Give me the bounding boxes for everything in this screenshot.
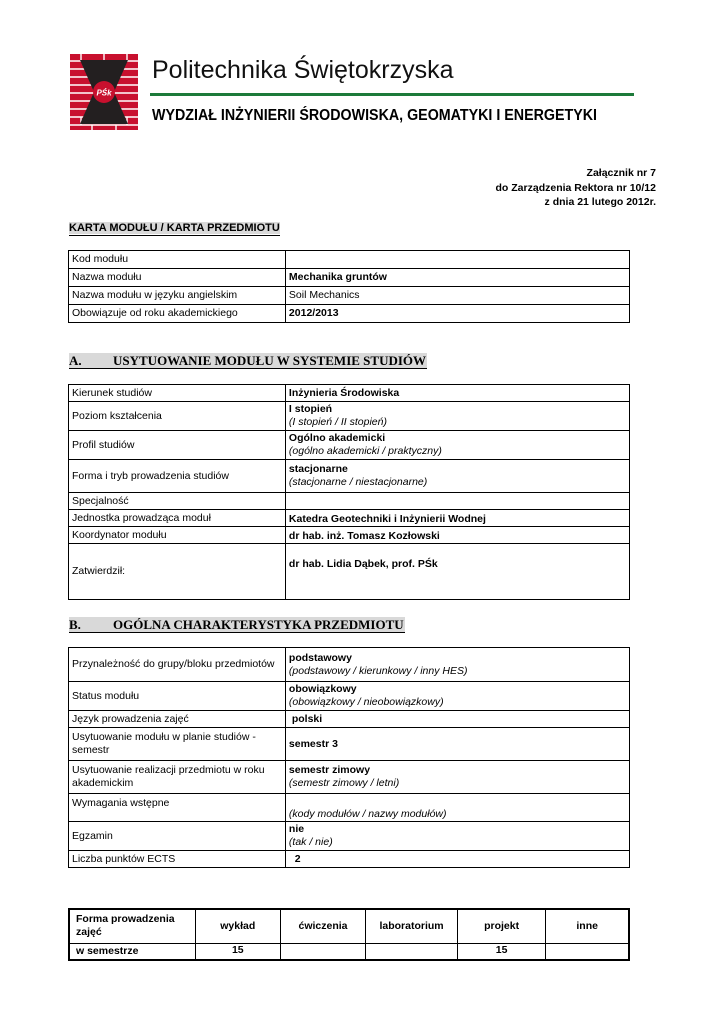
table-row bbox=[69, 527, 630, 544]
header-cell: ćwiczenia bbox=[280, 909, 366, 943]
row-hint: (obowiązkowy / nieobowiązkowy) bbox=[288, 696, 444, 708]
table-row bbox=[69, 269, 630, 287]
row-label: Język prowadzenia zajęć bbox=[69, 711, 286, 728]
row-value: nie bbox=[288, 823, 305, 835]
header-rule bbox=[150, 93, 634, 96]
row-value: semestr zimowy bbox=[288, 764, 371, 776]
row-hint: (podstawowy / kierunkowy / inny HES) bbox=[288, 664, 468, 677]
row-hint: (stacjonarne / niestacjonarne) bbox=[288, 476, 428, 488]
row-hint: (kody modułów / nazwy modułów) bbox=[285, 794, 629, 822]
table-row bbox=[69, 728, 630, 761]
row-value: polski bbox=[285, 711, 629, 728]
row-label: Koordynator modułu bbox=[69, 527, 286, 544]
section-b-table bbox=[68, 647, 630, 868]
row-label: Kierunek studiów bbox=[69, 385, 286, 402]
row-value: dr hab. Lidia Dąbek, prof. PŚk bbox=[285, 544, 629, 600]
row-label: Profil studiów bbox=[69, 431, 286, 460]
table-row bbox=[69, 943, 629, 960]
row-value: 2 bbox=[285, 851, 629, 868]
header-cell: projekt bbox=[457, 909, 546, 943]
logo-text: PŚk bbox=[96, 88, 112, 98]
section-a-heading bbox=[69, 353, 427, 369]
row-label: Usytuowanie realizacji przedmiotu w roku akademickim bbox=[69, 761, 286, 794]
row-label: Status modułu bbox=[69, 682, 286, 711]
row-label: Nazwa modułu w języku angielskim bbox=[69, 287, 286, 305]
header-cell: wykład bbox=[195, 909, 280, 943]
value-cell bbox=[280, 943, 366, 960]
annex-line-1: Załącznik nr 7 bbox=[586, 167, 656, 179]
row-label: Kod modułu bbox=[69, 251, 286, 269]
row-value: Katedra Geotechniki i Inżynierii Wodnej bbox=[285, 510, 629, 527]
section-title: OGÓLNA CHARAKTERYSTYKA PRZEDMIOTU bbox=[113, 617, 404, 632]
table-row bbox=[69, 493, 630, 510]
row-value: obowiązkowy bbox=[288, 683, 357, 695]
document-title bbox=[69, 222, 280, 236]
table-row bbox=[69, 682, 630, 711]
row-label: Nazwa modułu bbox=[69, 269, 286, 287]
row-label: Poziom kształcenia bbox=[69, 402, 286, 431]
university-name: Politechnika Świętokrzyska bbox=[152, 56, 454, 84]
table-row bbox=[69, 385, 630, 402]
row-label: Jednostka prowadząca moduł bbox=[69, 510, 286, 527]
value-cell: 15 bbox=[195, 943, 280, 960]
table-row bbox=[69, 822, 630, 851]
table-row bbox=[69, 711, 630, 728]
table-row bbox=[69, 251, 630, 269]
row-label: Obowiązuje od roku akademickiego bbox=[69, 305, 286, 323]
annex-note bbox=[496, 166, 656, 210]
table-row bbox=[69, 305, 630, 323]
annex-line-3: z dnia 21 lutego 2012r. bbox=[544, 196, 656, 208]
row-label: Wymagania wstępne bbox=[69, 794, 286, 822]
table-row bbox=[69, 402, 630, 431]
value-cell bbox=[546, 943, 629, 960]
table-row bbox=[69, 460, 630, 493]
row-hint: (ogólno akademicki / praktyczny) bbox=[288, 445, 442, 457]
row-value: Inżynieria Środowiska bbox=[285, 385, 629, 402]
header-cell: Forma prowadzenia zajęć bbox=[69, 909, 195, 943]
header-cell: laboratorium bbox=[366, 909, 458, 943]
row-value bbox=[285, 251, 629, 269]
row-label: Egzamin bbox=[69, 822, 286, 851]
row-label: w semestrze bbox=[69, 943, 195, 960]
faculty-name: WYDZIAŁ INŻYNIERII ŚRODOWISKA, GEOMATYKI I ENERGETYKI bbox=[152, 107, 597, 124]
section-letter: B. bbox=[69, 617, 81, 632]
table-row bbox=[69, 851, 630, 868]
table-row bbox=[69, 287, 630, 305]
row-value bbox=[285, 493, 629, 510]
annex-line-2: do Zarządzenia Rektora nr 10/12 bbox=[495, 181, 656, 194]
section-letter: A. bbox=[69, 353, 82, 368]
section-title: USYTUOWANIE MODUŁU W SYSTEMIE STUDIÓW bbox=[113, 353, 427, 368]
row-value: dr hab. inż. Tomasz Kozłowski bbox=[285, 527, 629, 544]
section-a-table bbox=[68, 384, 630, 600]
forms-table bbox=[68, 908, 630, 961]
row-value: I stopień bbox=[288, 403, 333, 415]
module-info-table bbox=[68, 250, 630, 323]
university-logo bbox=[70, 54, 138, 130]
row-value: Ogólno akademicki bbox=[288, 432, 386, 444]
value-cell bbox=[366, 943, 458, 960]
row-hint: (tak / nie) bbox=[288, 836, 333, 848]
row-label: Forma i tryb prowadzenia studiów bbox=[69, 460, 286, 493]
document-title-text: KARTA MODUŁU / KARTA PRZEDMIOTU bbox=[69, 222, 280, 234]
row-value: podstawowy bbox=[288, 651, 352, 664]
header-cell: inne bbox=[546, 909, 629, 943]
table-row bbox=[69, 431, 630, 460]
table-row bbox=[69, 761, 630, 794]
row-value: stacjonarne bbox=[288, 463, 348, 475]
table-row bbox=[69, 794, 630, 822]
row-value: Mechanika gruntów bbox=[285, 269, 629, 287]
table-row bbox=[69, 510, 630, 527]
row-value: 2012/2013 bbox=[285, 305, 629, 323]
row-hint: (I stopień / II stopień) bbox=[288, 416, 387, 428]
value-cell: 15 bbox=[457, 943, 546, 960]
section-b-heading bbox=[69, 617, 405, 633]
row-label: Liczba punktów ECTS bbox=[69, 851, 286, 868]
row-label: Specjalność bbox=[69, 493, 286, 510]
row-label: Przynależność do grupy/bloku przedmiotów bbox=[69, 648, 286, 682]
table-row bbox=[69, 648, 630, 682]
table-header-row bbox=[69, 909, 629, 943]
row-value: Soil Mechanics bbox=[285, 287, 629, 305]
row-value: semestr 3 bbox=[285, 728, 629, 761]
row-label: Usytuowanie modułu w planie studiów - semestr bbox=[69, 728, 286, 761]
table-row bbox=[69, 544, 630, 600]
row-hint: (semestr zimowy / letni) bbox=[288, 777, 400, 789]
row-label: Zatwierdził: bbox=[69, 544, 286, 600]
